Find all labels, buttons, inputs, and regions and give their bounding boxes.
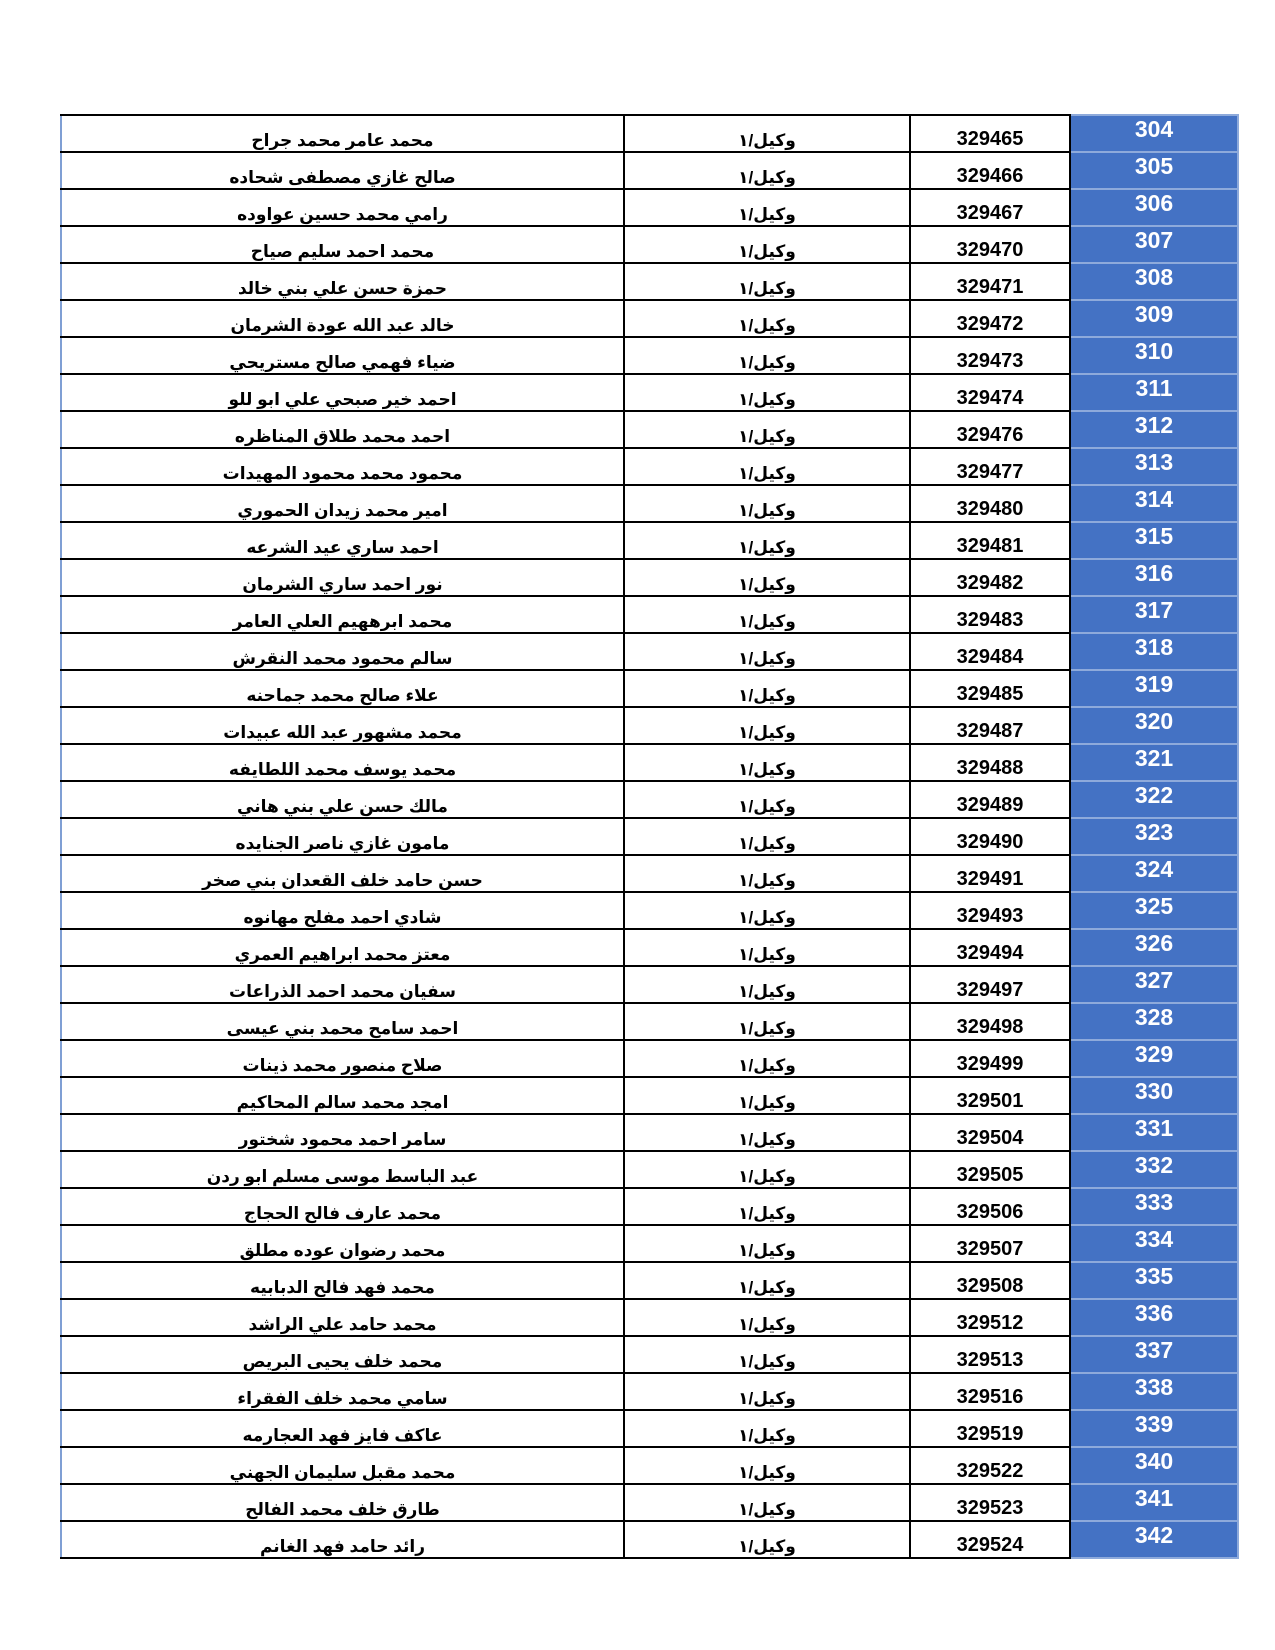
rank-cell: وكيل/١ — [624, 1521, 910, 1558]
service-number-cell: 329516 — [910, 1373, 1070, 1410]
name-cell: محمد خلف يحيى البريص — [61, 1336, 624, 1373]
rank-cell: وكيل/١ — [624, 1336, 910, 1373]
service-number-cell: 329499 — [910, 1040, 1070, 1077]
rank-cell: وكيل/١ — [624, 707, 910, 744]
service-number-cell: 329504 — [910, 1114, 1070, 1151]
table-row — [61, 1225, 1238, 1262]
name-cell: حمزة حسن علي بني خالد — [61, 263, 624, 300]
service-number-cell: 329522 — [910, 1447, 1070, 1484]
rank-cell: وكيل/١ — [624, 1114, 910, 1151]
rank-cell: وكيل/١ — [624, 448, 910, 485]
rank-cell: وكيل/١ — [624, 1299, 910, 1336]
row-index-cell: 315 — [1070, 522, 1238, 559]
table-row — [61, 892, 1238, 929]
service-number-cell: 329523 — [910, 1484, 1070, 1521]
service-number-cell: 329513 — [910, 1336, 1070, 1373]
table-row — [61, 559, 1238, 596]
name-cell: مامون غازي ناصر الجنايده — [61, 818, 624, 855]
row-index-cell: 316 — [1070, 559, 1238, 596]
table-row — [61, 485, 1238, 522]
row-index-cell: 328 — [1070, 1003, 1238, 1040]
service-number-cell: 329494 — [910, 929, 1070, 966]
table-row — [61, 1040, 1238, 1077]
table-row — [61, 448, 1238, 485]
rank-cell: وكيل/١ — [624, 189, 910, 226]
service-number-cell: 329491 — [910, 855, 1070, 892]
service-number-cell: 329488 — [910, 744, 1070, 781]
table-row — [61, 300, 1238, 337]
service-number-cell: 329467 — [910, 189, 1070, 226]
row-index-cell: 311 — [1070, 374, 1238, 411]
rank-cell: وكيل/١ — [624, 559, 910, 596]
name-cell: محمد عامر محمد جراح — [61, 115, 624, 152]
rank-cell: وكيل/١ — [624, 226, 910, 263]
rank-cell: وكيل/١ — [624, 1151, 910, 1188]
table-row — [61, 744, 1238, 781]
service-number-cell: 329472 — [910, 300, 1070, 337]
table-row — [61, 1521, 1238, 1558]
name-cell: سامي محمد خلف الفقراء — [61, 1373, 624, 1410]
table-row — [61, 226, 1238, 263]
table-row — [61, 1447, 1238, 1484]
row-index-cell: 337 — [1070, 1336, 1238, 1373]
rank-cell: وكيل/١ — [624, 374, 910, 411]
name-cell: احمد محمد طلاق المناظره — [61, 411, 624, 448]
table-row — [61, 263, 1238, 300]
row-index-cell: 317 — [1070, 596, 1238, 633]
name-cell: محمد رضوان عوده مطلق — [61, 1225, 624, 1262]
service-number-cell: 329480 — [910, 485, 1070, 522]
row-index-cell: 304 — [1070, 115, 1238, 152]
row-index-cell: 313 — [1070, 448, 1238, 485]
row-index-cell: 339 — [1070, 1410, 1238, 1447]
name-cell: صلاح منصور محمد ذينات — [61, 1040, 624, 1077]
row-index-cell: 323 — [1070, 818, 1238, 855]
table-row — [61, 596, 1238, 633]
service-number-cell: 329471 — [910, 263, 1070, 300]
table-row — [61, 1373, 1238, 1410]
table-row — [61, 1151, 1238, 1188]
table-row — [61, 411, 1238, 448]
name-cell: احمد خير صبحي علي ابو للو — [61, 374, 624, 411]
rank-cell: وكيل/١ — [624, 781, 910, 818]
name-cell: ضياء فهمي صالح مستريحي — [61, 337, 624, 374]
rank-cell: وكيل/١ — [624, 1410, 910, 1447]
row-index-cell: 322 — [1070, 781, 1238, 818]
row-index-cell: 331 — [1070, 1114, 1238, 1151]
table-row — [61, 781, 1238, 818]
row-index-cell: 336 — [1070, 1299, 1238, 1336]
rank-cell: وكيل/١ — [624, 1447, 910, 1484]
table-row — [61, 855, 1238, 892]
rank-cell: وكيل/١ — [624, 818, 910, 855]
table-row — [61, 707, 1238, 744]
service-number-cell: 329524 — [910, 1521, 1070, 1558]
service-number-cell: 329489 — [910, 781, 1070, 818]
rank-cell: وكيل/١ — [624, 892, 910, 929]
table-row — [61, 522, 1238, 559]
row-index-cell: 329 — [1070, 1040, 1238, 1077]
table-row — [61, 337, 1238, 374]
rank-cell: وكيل/١ — [624, 966, 910, 1003]
row-index-cell: 319 — [1070, 670, 1238, 707]
name-cell: نور احمد ساري الشرمان — [61, 559, 624, 596]
row-index-cell: 338 — [1070, 1373, 1238, 1410]
service-number-cell: 329506 — [910, 1188, 1070, 1225]
name-cell: امير محمد زيدان الحموري — [61, 485, 624, 522]
row-index-cell: 308 — [1070, 263, 1238, 300]
rank-cell: وكيل/١ — [624, 1188, 910, 1225]
name-cell: شادي احمد مفلح مهانوه — [61, 892, 624, 929]
service-number-cell: 329501 — [910, 1077, 1070, 1114]
name-cell: احمد سامح محمد بني عيسى — [61, 1003, 624, 1040]
service-number-cell: 329493 — [910, 892, 1070, 929]
row-index-cell: 341 — [1070, 1484, 1238, 1521]
name-cell: عاكف فايز فهد العجارمه — [61, 1410, 624, 1447]
service-number-cell: 329477 — [910, 448, 1070, 485]
rank-cell: وكيل/١ — [624, 300, 910, 337]
name-cell: محمد مشهور عبد الله عبيدات — [61, 707, 624, 744]
table-row — [61, 929, 1238, 966]
name-cell: محمد ابرههيم العلي العامر — [61, 596, 624, 633]
row-index-cell: 309 — [1070, 300, 1238, 337]
rank-cell: وكيل/١ — [624, 411, 910, 448]
rank-cell: وكيل/١ — [624, 1040, 910, 1077]
rank-cell: وكيل/١ — [624, 485, 910, 522]
name-cell: خالد عبد الله عودة الشرمان — [61, 300, 624, 337]
rank-cell: وكيل/١ — [624, 1077, 910, 1114]
service-number-cell: 329465 — [910, 115, 1070, 152]
rank-cell: وكيل/١ — [624, 1373, 910, 1410]
service-number-cell: 329497 — [910, 966, 1070, 1003]
table-row — [61, 152, 1238, 189]
row-index-cell: 306 — [1070, 189, 1238, 226]
rank-cell: وكيل/١ — [624, 337, 910, 374]
table-row — [61, 1077, 1238, 1114]
row-index-cell: 335 — [1070, 1262, 1238, 1299]
rank-cell: وكيل/١ — [624, 1484, 910, 1521]
service-number-cell: 329507 — [910, 1225, 1070, 1262]
table-row — [61, 115, 1238, 152]
name-cell: محمد عارف فالح الحجاج — [61, 1188, 624, 1225]
rank-cell: وكيل/١ — [624, 855, 910, 892]
name-cell: سفيان محمد احمد الذراعات — [61, 966, 624, 1003]
name-cell: محمود محمد محمود المهيدات — [61, 448, 624, 485]
name-cell: حسن حامد خلف القعدان بني صخر — [61, 855, 624, 892]
row-index-cell: 332 — [1070, 1151, 1238, 1188]
name-cell: محمد مقبل سليمان الجهني — [61, 1447, 624, 1484]
service-number-cell: 329505 — [910, 1151, 1070, 1188]
row-index-cell: 314 — [1070, 485, 1238, 522]
name-cell: مالك حسن علي بني هاني — [61, 781, 624, 818]
table-row — [61, 1262, 1238, 1299]
row-index-cell: 312 — [1070, 411, 1238, 448]
table-row — [61, 1299, 1238, 1336]
personnel-table — [60, 114, 1239, 1559]
rank-cell: وكيل/١ — [624, 929, 910, 966]
rank-cell: وكيل/١ — [624, 152, 910, 189]
table-row — [61, 1410, 1238, 1447]
row-index-cell: 330 — [1070, 1077, 1238, 1114]
table-row — [61, 818, 1238, 855]
row-index-cell: 325 — [1070, 892, 1238, 929]
service-number-cell: 329512 — [910, 1299, 1070, 1336]
service-number-cell: 329483 — [910, 596, 1070, 633]
name-cell: احمد ساري عيد الشرعه — [61, 522, 624, 559]
rank-cell: وكيل/١ — [624, 633, 910, 670]
name-cell: معتز محمد ابراهيم العمري — [61, 929, 624, 966]
service-number-cell: 329482 — [910, 559, 1070, 596]
name-cell: محمد فهد فالح الدبابيه — [61, 1262, 624, 1299]
name-cell: سالم محمود محمد النقرش — [61, 633, 624, 670]
service-number-cell: 329473 — [910, 337, 1070, 374]
service-number-cell: 329498 — [910, 1003, 1070, 1040]
service-number-cell: 329519 — [910, 1410, 1070, 1447]
row-index-cell: 305 — [1070, 152, 1238, 189]
table-body — [61, 115, 1238, 1558]
name-cell: رائد حامد فهد الغانم — [61, 1521, 624, 1558]
rank-cell: وكيل/١ — [624, 1003, 910, 1040]
service-number-cell: 329490 — [910, 818, 1070, 855]
table-row — [61, 1484, 1238, 1521]
name-cell: رامي محمد حسين عواوده — [61, 189, 624, 226]
name-cell: علاء صالح محمد جماحنه — [61, 670, 624, 707]
service-number-cell: 329470 — [910, 226, 1070, 263]
table-row — [61, 189, 1238, 226]
service-number-cell: 329466 — [910, 152, 1070, 189]
row-index-cell: 320 — [1070, 707, 1238, 744]
name-cell: عبد الباسط موسى مسلم ابو ردن — [61, 1151, 624, 1188]
table-row — [61, 1003, 1238, 1040]
rank-cell: وكيل/١ — [624, 522, 910, 559]
name-cell: امجد محمد سالم المحاكيم — [61, 1077, 624, 1114]
service-number-cell: 329485 — [910, 670, 1070, 707]
table-row — [61, 374, 1238, 411]
name-cell: محمد حامد علي الراشد — [61, 1299, 624, 1336]
service-number-cell: 329508 — [910, 1262, 1070, 1299]
service-number-cell: 329487 — [910, 707, 1070, 744]
row-index-cell: 318 — [1070, 633, 1238, 670]
rank-cell: وكيل/١ — [624, 596, 910, 633]
name-cell: محمد احمد سليم صياح — [61, 226, 624, 263]
row-index-cell: 307 — [1070, 226, 1238, 263]
name-cell: طارق خلف محمد الفالح — [61, 1484, 624, 1521]
table-row — [61, 633, 1238, 670]
table-row — [61, 966, 1238, 1003]
service-number-cell: 329481 — [910, 522, 1070, 559]
row-index-cell: 340 — [1070, 1447, 1238, 1484]
row-index-cell: 333 — [1070, 1188, 1238, 1225]
row-index-cell: 326 — [1070, 929, 1238, 966]
table-row — [61, 1188, 1238, 1225]
row-index-cell: 327 — [1070, 966, 1238, 1003]
table-row — [61, 1336, 1238, 1373]
rank-cell: وكيل/١ — [624, 263, 910, 300]
table-row — [61, 1114, 1238, 1151]
name-cell: صالح غازي مصطفى شحاده — [61, 152, 624, 189]
row-index-cell: 324 — [1070, 855, 1238, 892]
row-index-cell: 334 — [1070, 1225, 1238, 1262]
service-number-cell: 329484 — [910, 633, 1070, 670]
row-index-cell: 321 — [1070, 744, 1238, 781]
rank-cell: وكيل/١ — [624, 1262, 910, 1299]
service-number-cell: 329474 — [910, 374, 1070, 411]
table-row — [61, 670, 1238, 707]
name-cell: محمد يوسف محمد اللطايفه — [61, 744, 624, 781]
service-number-cell: 329476 — [910, 411, 1070, 448]
rank-cell: وكيل/١ — [624, 1225, 910, 1262]
rank-cell: وكيل/١ — [624, 744, 910, 781]
rank-cell: وكيل/١ — [624, 670, 910, 707]
name-cell: سامر احمد محمود شختور — [61, 1114, 624, 1151]
row-index-cell: 310 — [1070, 337, 1238, 374]
rank-cell: وكيل/١ — [624, 115, 910, 152]
row-index-cell: 342 — [1070, 1521, 1238, 1558]
